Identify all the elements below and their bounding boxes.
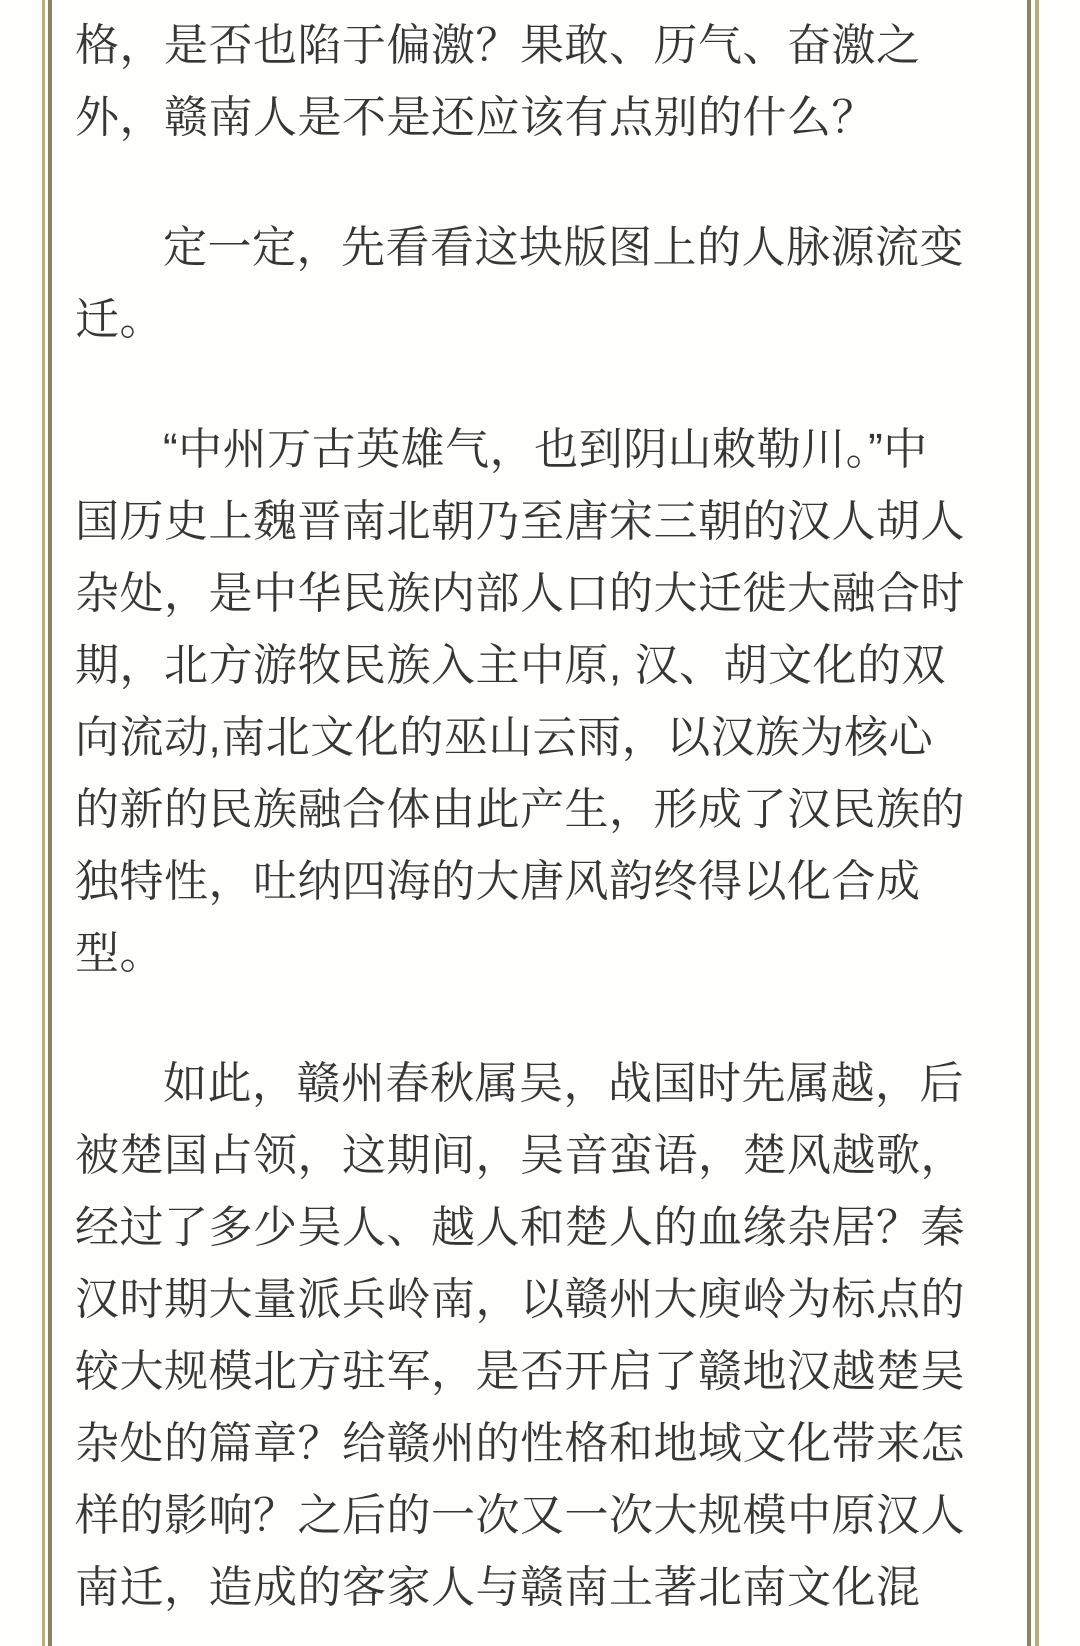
paragraph-history (75, 414, 1005, 990)
text-line: 向流动,南北文化的巫山云雨，以汉族为核心 (75, 713, 934, 762)
text-line: 独特性，吐纳四海的大唐风韵终得以化合成 (75, 857, 921, 906)
text-line: 汉时期大量派兵岭南，以赣州大庾岭为标点的 (75, 1275, 965, 1324)
text-line: 国历史上魏晋南北朝乃至唐宋三朝的汉人胡人 (75, 497, 965, 546)
left-inner-rule (48, 0, 52, 1646)
text-line: “中州万古英雄气，也到阴山敕勒川。”中 (163, 425, 928, 474)
text-line: 格，是否也陷于偏激？果敢、历气、奋激之 (75, 21, 921, 70)
text-line: 如此，赣州春秋属吴，战国时先属越，后 (163, 1059, 964, 1108)
article-text-column (75, 10, 1005, 1624)
text-line: 迁。 (75, 295, 164, 344)
text-line: 外，赣南人是不是还应该有点别的什么？ (75, 93, 876, 142)
text-line: 型。 (75, 929, 164, 978)
text-line: 的新的民族融合体由此产生，形成了汉民族的 (75, 785, 965, 834)
text-line: 定一定，先看看这块版图上的人脉源流变 (163, 223, 964, 272)
text-line: 较大规模北方驻军，是否开启了赣地汉越楚吴 (75, 1347, 965, 1396)
text-line: 杂处，是中华民族内部人口的大迁徙大融合时 (75, 569, 965, 618)
paragraph-continuation (75, 10, 1005, 154)
text-line: 被楚国占领，这期间，吴音蛮语，楚风越歌， (75, 1131, 965, 1180)
text-line: 样的影响？之后的一次又一次大规模中原汉人 (75, 1491, 965, 1540)
right-inner-rule (1027, 0, 1031, 1646)
text-line: 经过了多少吴人、越人和楚人的血缘杂居？秦 (75, 1203, 965, 1252)
text-line: 南迁，造成的客家人与赣南土著北南文化混 (75, 1563, 921, 1612)
left-outer-rule (42, 0, 45, 1646)
paragraph-transition (75, 212, 1005, 356)
right-outer-rule (1035, 0, 1039, 1646)
paragraph-ganzhou (75, 1048, 1005, 1624)
text-line: 期，北方游牧民族入主中原, 汉、胡文化的双 (75, 641, 946, 690)
text-line: 杂处的篇章？给赣州的性格和地域文化带来怎 (75, 1419, 965, 1468)
